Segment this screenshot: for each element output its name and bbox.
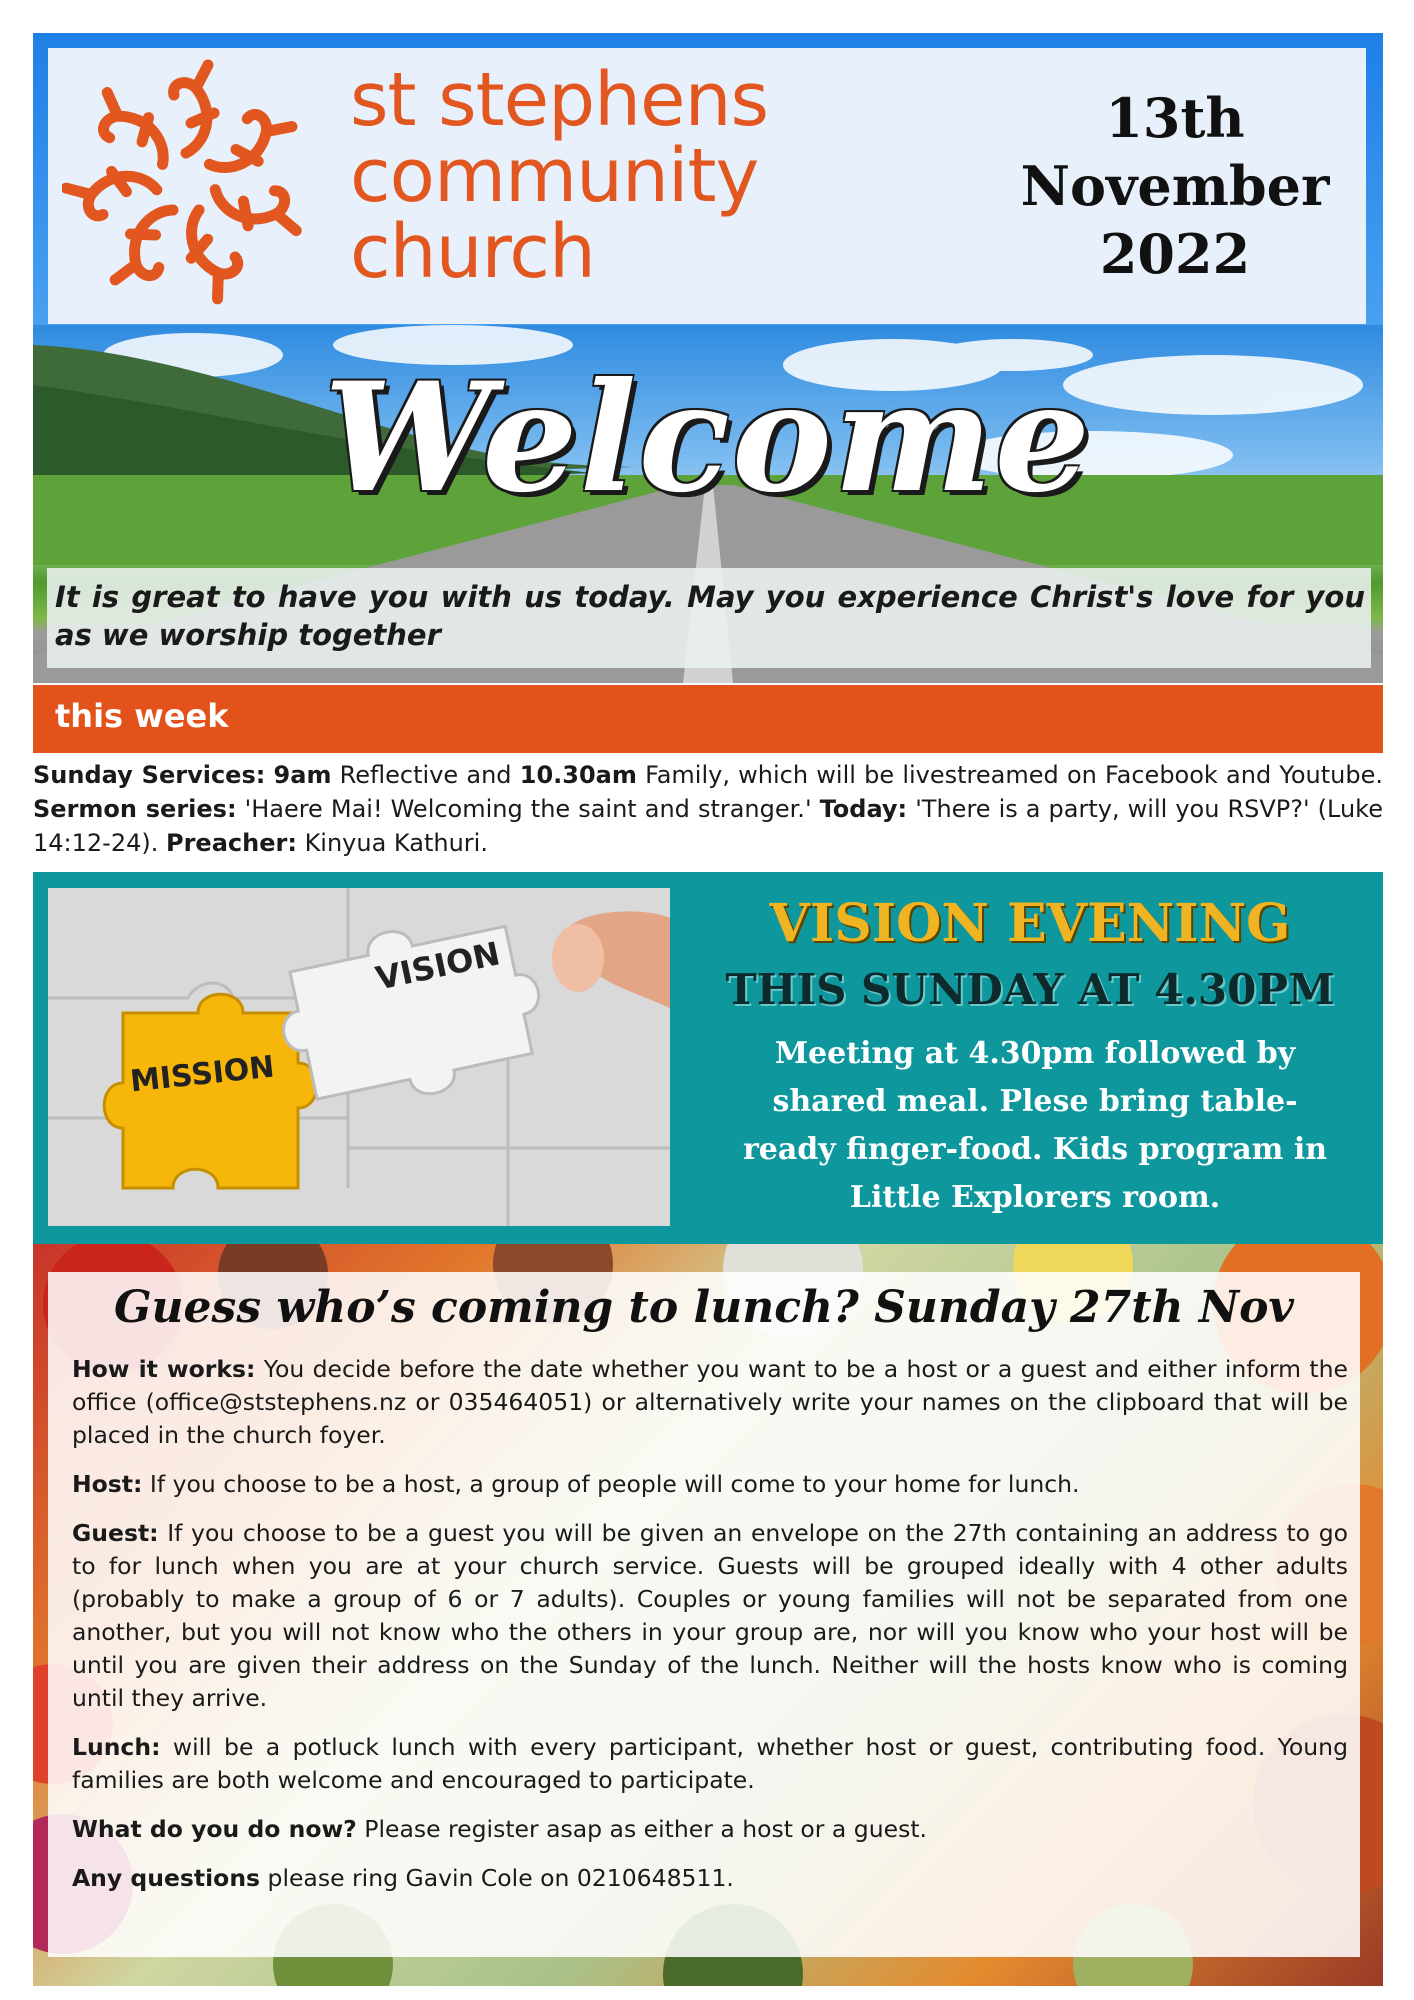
paragraph-text: If you choose to be a guest you will be given an envelope on the 27th containing an address to go to for lunch when you are at your church service. Guests will be grouped ideally with 4 other adults (probably to make a group of 6 or 7 adults). Couples or young families will not be separated from one another, but you will not know who the others in your group are, nor will you know who your host will be until you are given their address on the Sunday of the lunch. Neither will the hosts know who is coming until they arrive.	[72, 1519, 1348, 1712]
sermon-series: 'Haere Mai! Welcoming the saint and stranger.'	[244, 795, 812, 823]
paragraph-label: How it works:	[72, 1355, 256, 1383]
service-text-1: Reflective and	[339, 761, 512, 789]
today-sermon: 'There is a party, will you RSVP?' (Luke 14:12-24).	[33, 795, 1383, 857]
preacher-label: Preacher:	[166, 829, 297, 857]
vision-evening-subtitle: THIS SUNDAY AT 4.30PM	[725, 965, 1335, 1014]
paragraph-label: Host:	[72, 1470, 143, 1498]
paragraph-text: please ring Gavin Cole on 0210648511.	[267, 1864, 734, 1892]
puzzle-label-vision: VISION	[372, 934, 504, 998]
lunch-details	[72, 1353, 1348, 1911]
today-label: Today:	[819, 795, 908, 823]
this-week-title: this week	[55, 697, 229, 735]
vision-evening-details: Meeting at 4.30pm followed by shared meal. Plese bring table-ready finger-food. Kids program in Little Explorers room.	[742, 1036, 1328, 1215]
questions-paragraph	[72, 1862, 1348, 1895]
what-now-paragraph	[72, 1813, 1348, 1846]
guest-paragraph	[72, 1517, 1348, 1715]
service-time-1: 9am	[273, 761, 332, 789]
host-paragraph	[72, 1468, 1348, 1501]
welcome-heading: Welcome	[323, 350, 1093, 526]
bulletin-date	[1010, 84, 1340, 288]
date-year: 2022	[1099, 222, 1251, 286]
church-name-line: church	[350, 209, 595, 295]
services-paragraph	[33, 758, 1383, 860]
church-name-line: st stephens	[350, 57, 769, 143]
service-text-2: Family, which will be livestreamed on Facebook and Youtube.	[645, 761, 1383, 789]
welcome-message: It is great to have you with us today. May you experience Christ's love for you as we worship together	[55, 580, 1365, 652]
this-week-header-bar	[33, 685, 1383, 753]
sermon-series-label: Sermon series:	[33, 795, 237, 823]
paragraph-text: If you choose to be a host, a group of people will come to your home for lunch.	[149, 1470, 1080, 1498]
sunday-services-label: Sunday Services:	[33, 761, 266, 789]
puzzle-image	[48, 888, 670, 1226]
lunch-title: Guess who’s coming to lunch? Sunday 27th Nov	[113, 1282, 1294, 1333]
paragraph-label: What do you do now?	[72, 1815, 357, 1843]
paragraph-text: will be a potluck lunch with every participant, whether host or guest, contributing food. Young families are both welcome and encouraged to participate.	[72, 1733, 1348, 1794]
puzzle-label-mission: MISSION	[128, 1049, 277, 1100]
service-time-2: 10.30am	[519, 761, 637, 789]
preacher-name: Kinyua Kathuri.	[304, 829, 488, 857]
church-name-line: community	[350, 133, 759, 219]
church-name	[350, 57, 769, 295]
paragraph-text: Please register asap as either a host or a guest.	[364, 1815, 928, 1843]
lunch-paragraph	[72, 1731, 1348, 1797]
paragraph-label: Lunch:	[72, 1733, 161, 1761]
paragraph-text: You decide before the date whether you want to be a host or a guest and either inform the office (office@ststephens.nz or 035464051) or alternatively write your names on the clipboard that will be placed in the church foyer.	[72, 1355, 1348, 1449]
how-it-works-paragraph	[72, 1353, 1348, 1452]
church-logo-icon	[62, 52, 310, 314]
date-day: 13th	[1105, 86, 1245, 150]
paragraph-label: Guest:	[72, 1519, 159, 1547]
date-month: November	[1020, 154, 1330, 218]
paragraph-label: Any questions	[72, 1864, 261, 1892]
vision-evening-title: VISION EVENING	[769, 893, 1291, 954]
